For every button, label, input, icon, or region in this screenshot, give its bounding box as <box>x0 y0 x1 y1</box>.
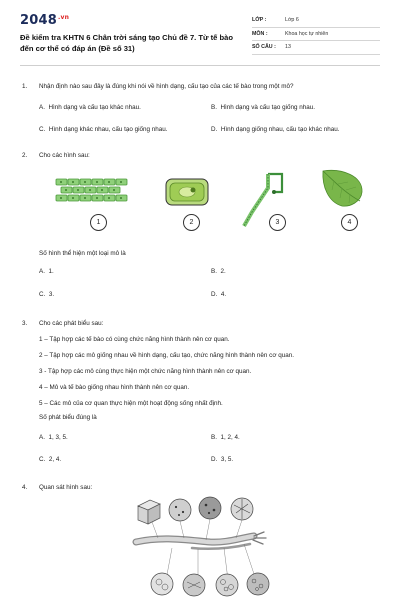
q2-number: 2. <box>22 152 28 159</box>
logo-text: 2048 <box>20 13 57 28</box>
option-text: Hình dạng và cấu tạo khác nhau. <box>48 104 141 111</box>
q3-text: Cho các phát biểu sau: <box>39 320 104 327</box>
option-key: A. <box>39 268 45 275</box>
q3-option-d[interactable] <box>211 456 233 463</box>
option-key: C. <box>39 291 46 298</box>
meta-label: MÔN : <box>252 30 268 37</box>
q2-text: Cho các hình sau: <box>39 152 90 159</box>
q1-option-c[interactable] <box>39 126 168 133</box>
q1-text: Nhận định nào sau đây là đúng khi nói về hình dạng, cấu tạo của các tế bào trong một mô? <box>39 83 294 90</box>
q1-option-d[interactable] <box>211 126 340 133</box>
option-key: D. <box>211 126 218 133</box>
q1-number: 1. <box>22 83 28 90</box>
option-text: Hình dạng giống nhau, cấu tạo khác nhau. <box>220 126 340 133</box>
option-text: 3. <box>48 291 55 298</box>
option-key: B. <box>211 104 217 111</box>
option-text: 2, 4. <box>48 456 62 463</box>
option-key: C. <box>39 456 46 463</box>
q3-option-c[interactable] <box>39 456 61 463</box>
q2-option-d[interactable] <box>211 291 226 298</box>
header-divider <box>20 65 380 66</box>
q2-question: Số hình thể hiện một loại mô là <box>39 250 126 257</box>
option-key: A. <box>39 434 45 441</box>
q3-question: Số phát biểu đúng là <box>39 414 97 421</box>
meta-value: Lớp 6 <box>285 17 299 23</box>
q3-statement-1: 1 – Tập hợp các tế bào có cùng chức năng hình thành nên cơ quan. <box>39 336 230 343</box>
meta-label: LỚP : <box>252 17 267 23</box>
figure-label-3: 3 <box>269 214 286 231</box>
site-logo[interactable] <box>20 13 69 28</box>
q3-statement-2: 2 – Tập hợp các mô giống nhau về hình dạng, cấu tạo, chức năng hình thành nên cơ quan. <box>39 352 294 359</box>
q3-option-a[interactable] <box>39 434 68 441</box>
q1-option-a[interactable] <box>39 104 141 111</box>
option-text: 1. <box>48 268 54 275</box>
q3-statement-3: 3 - Tập hợp các mô cùng thực hiện một chức năng hình thành nên cơ quan. <box>39 368 252 375</box>
q3-statement-5: 5 – Các mô của cơ quan thực hiện một hoạt động sống nhất định. <box>39 400 223 407</box>
option-text: Hình dạng khác nhau, cấu tạo giống nhau. <box>48 126 168 133</box>
figure-label-4: 4 <box>341 214 358 231</box>
figure-label-2: 2 <box>183 214 200 231</box>
q1-option-b[interactable] <box>211 104 315 111</box>
meta-row-class <box>252 14 380 28</box>
option-text: 4. <box>220 291 227 298</box>
q2-option-c[interactable] <box>39 291 54 298</box>
q3-statement-4: 4 – Mô và tế bào giống nhau hình thành nên cơ quan. <box>39 384 190 391</box>
option-text: 2. <box>220 268 226 275</box>
option-text: 3, 5. <box>220 456 234 463</box>
arm-tissues-figure <box>132 496 272 598</box>
figure-label-1: 1 <box>90 214 107 231</box>
q3-number: 3. <box>22 320 28 327</box>
option-text: Hình dạng và cấu tạo giống nhau. <box>220 104 315 111</box>
q3-option-b[interactable] <box>211 434 240 441</box>
option-key: C. <box>39 126 46 133</box>
meta-value: 13 <box>285 44 291 50</box>
option-text: 1, 3, 5. <box>48 434 68 441</box>
q4-number: 4. <box>22 484 28 491</box>
meta-row-subject <box>252 28 380 42</box>
meta-value: Khoa học tự nhiên <box>285 30 329 37</box>
option-key: B. <box>211 268 217 275</box>
q2-option-a[interactable] <box>39 268 54 275</box>
meta-info <box>252 14 380 55</box>
option-text: 1, 2, 4. <box>220 434 240 441</box>
q4-text: Quan sát hình sau: <box>39 484 93 491</box>
meta-label: SỐ CÂU : <box>252 44 276 50</box>
plant-cell-figure <box>165 178 209 206</box>
logo-suffix: .vn <box>57 13 70 21</box>
meta-row-count <box>252 41 380 55</box>
option-key: D. <box>211 291 218 298</box>
option-key: D. <box>211 456 218 463</box>
page-title: Đề kiểm tra KHTN 6 Chân trời sáng tạo Chủ đề 7. Từ tế bào đến cơ thể có đáp án (Đề số 31) <box>20 33 234 53</box>
option-key: B. <box>211 434 217 441</box>
option-key: A. <box>39 104 45 111</box>
tissue-cells-figure <box>55 178 130 204</box>
leaf-figure <box>320 168 366 208</box>
q2-option-b[interactable] <box>211 268 226 275</box>
